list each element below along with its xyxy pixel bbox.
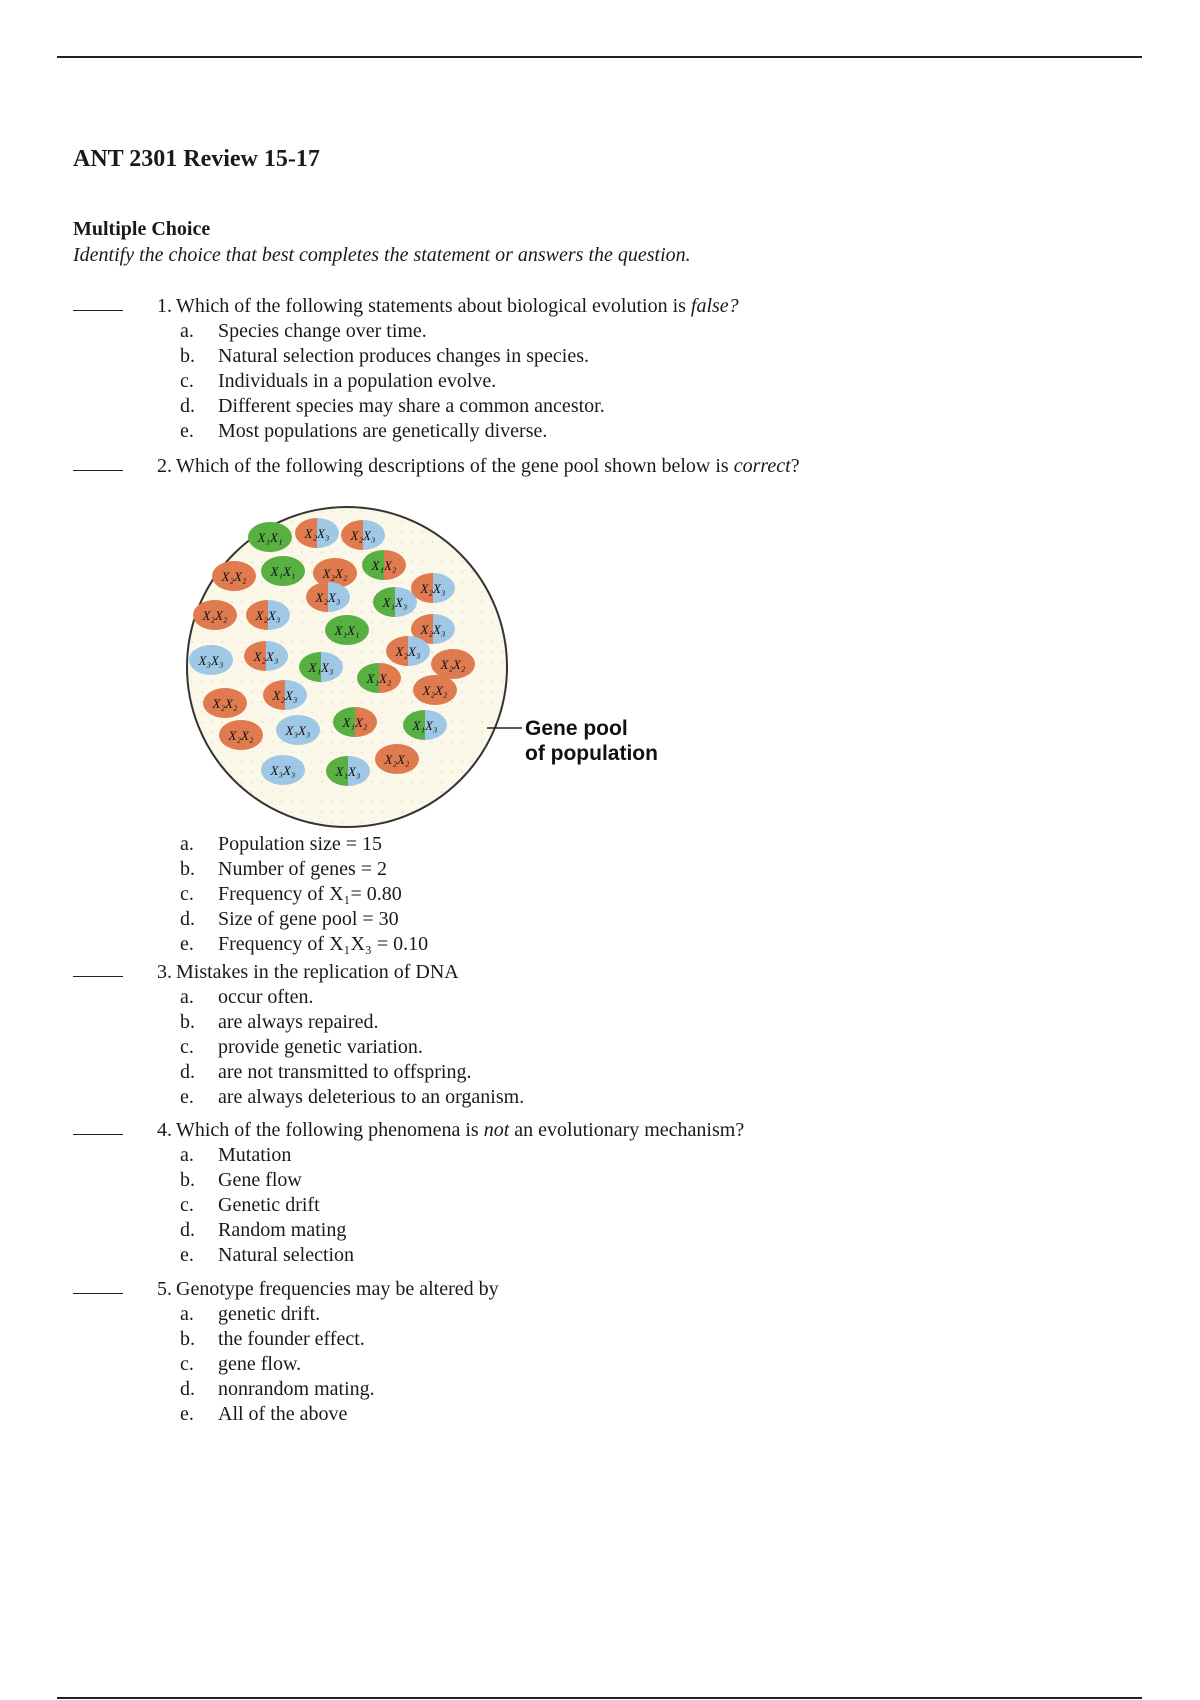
question-2-choices	[0, 832, 1100, 957]
question-number: 5.	[157, 1278, 172, 1300]
choice-5e: e. All of the above	[180, 1403, 348, 1425]
genotype-label: X₂X₃	[395, 644, 421, 659]
individual-genotype	[244, 641, 288, 671]
answer-blank[interactable]	[73, 1134, 123, 1135]
bottom-rule	[57, 1697, 1142, 1699]
question-stem	[0, 1118, 1100, 1143]
genotype-label: X₂X₂	[228, 728, 254, 743]
genotype-label: X₂X₃	[315, 590, 341, 605]
genotype-label: X₁X₂	[342, 715, 368, 730]
question-5	[0, 1277, 1100, 1427]
answer-blank[interactable]	[73, 1293, 123, 1294]
individual-genotype	[375, 744, 419, 774]
genotype-label: X₂X₃	[350, 528, 376, 543]
genotype-label: X₂X₃	[272, 688, 298, 703]
individual-genotype	[306, 582, 350, 612]
genotype-label: X₁X₃	[335, 764, 361, 779]
genotype-label: X₂X₃	[304, 526, 330, 541]
question-stem	[0, 1277, 1100, 1302]
question-number: 4.	[157, 1119, 172, 1141]
genotype-label: X₂X₂	[202, 608, 228, 623]
individual-genotype	[411, 573, 455, 603]
choice-1c: c. Individuals in a population evolve.	[180, 370, 497, 392]
individual-genotype	[362, 550, 406, 580]
genotype-label: X₃X₃	[198, 653, 224, 668]
individual-genotype	[413, 675, 457, 705]
document-title: ANT 2301 Review 15-17	[73, 146, 320, 172]
individual-genotype	[333, 707, 377, 737]
choice-5d: d. nonrandom mating.	[180, 1378, 375, 1400]
individual-genotype	[248, 522, 292, 552]
gene-pool-diagram	[180, 500, 700, 835]
genotype-label: X₁X₂	[371, 558, 397, 573]
choice-2d: d. Size of gene pool = 30	[180, 908, 399, 930]
individual-genotype	[276, 715, 320, 745]
choice-1b: b. Natural selection produces changes in species.	[180, 345, 589, 367]
individual-genotype	[263, 680, 307, 710]
genotype-label: X₃X₃	[270, 763, 296, 778]
question-emphasis: not	[483, 1119, 510, 1141]
individual-genotype	[203, 688, 247, 718]
individual-genotype	[189, 645, 233, 675]
question-1	[0, 294, 1100, 444]
genotype-label: X₂X₃	[420, 581, 446, 596]
answer-blank[interactable]	[73, 470, 123, 471]
genotype-label: X₂X₂	[212, 696, 238, 711]
individual-genotype	[246, 600, 290, 630]
section-title: Multiple Choice	[73, 218, 211, 240]
gene-pool-label-line1: Gene pool	[525, 717, 628, 740]
genotype-label: X₂X₂	[221, 569, 247, 584]
choice-3a: a. occur often.	[180, 986, 314, 1008]
question-text: Mistakes in the replication of DNA	[176, 961, 459, 983]
choice-3e: e. are always deleterious to an organism.	[180, 1086, 525, 1108]
individual-genotype	[373, 587, 417, 617]
genotype-label: X₁X₃	[382, 595, 408, 610]
instructions: Identify the choice that best completes the statement or answers the question.	[73, 244, 691, 266]
gene-pool-label-line2: of population	[525, 742, 658, 765]
genotype-label: X₂X₂	[384, 752, 410, 767]
individual-genotype	[341, 520, 385, 550]
choice-1a: a. Species change over time.	[180, 320, 427, 342]
individual-genotype	[325, 615, 369, 645]
choice-5b: b. the founder effect.	[180, 1328, 365, 1350]
question-stem	[0, 294, 1100, 319]
choice-5a: a. genetic drift.	[180, 1303, 321, 1325]
individual-genotype	[212, 561, 256, 591]
question-4	[0, 1118, 1100, 1268]
answer-blank[interactable]	[73, 310, 123, 311]
individual-genotype	[357, 663, 401, 693]
choice-4d: d. Random mating	[180, 1219, 347, 1241]
question-emphasis: correct	[733, 455, 791, 477]
genotype-label: X₂X₃	[255, 608, 281, 623]
choice-3c: c. provide genetic variation.	[180, 1036, 423, 1058]
choice-2c: c. Frequency of X₁= 0.80	[180, 883, 402, 905]
answer-blank[interactable]	[73, 976, 123, 977]
choice-2a: a. Population size = 15	[180, 833, 383, 855]
choice-1d: d. Different species may share a common ancestor.	[180, 395, 605, 417]
question-number: 3.	[157, 961, 172, 983]
individual-genotype	[299, 652, 343, 682]
question-text: Which of the following phenomena is not an evolutionary mechanism?	[176, 1119, 745, 1141]
individual-genotype	[403, 710, 447, 740]
question-stem	[0, 454, 1100, 479]
genotype-label: X₂X₂	[422, 683, 448, 698]
question-number: 1.	[157, 295, 172, 317]
question-3	[0, 960, 1100, 1110]
genotype-label: X₁X₁	[257, 530, 283, 545]
individual-genotype	[386, 636, 430, 666]
choice-4e: e. Natural selection	[180, 1244, 355, 1266]
question-2	[0, 454, 1100, 479]
individual-genotype	[261, 755, 305, 785]
choice-2e: e. Frequency of X₁X₃ = 0.10	[180, 933, 429, 955]
choice-2b: b. Number of genes = 2	[180, 858, 388, 880]
choice-4c: c. Genetic drift	[180, 1194, 320, 1216]
choice-4a: a. Mutation	[180, 1144, 292, 1166]
choice-1e: e. Most populations are genetically diverse.	[180, 420, 548, 442]
question-text: Which of the following descriptions of the gene pool shown below is correct?	[176, 455, 800, 477]
top-rule	[57, 56, 1142, 58]
choice-5c: c. gene flow.	[180, 1353, 302, 1375]
genotype-label: X₂X₂	[322, 566, 348, 581]
question-number: 2.	[157, 455, 172, 477]
individual-genotype	[261, 556, 305, 586]
genotype-label: X₁X₃	[308, 660, 334, 675]
question-emphasis: false?	[690, 295, 739, 317]
genotype-label: X₁X₂	[366, 671, 392, 686]
genotype-label: X₁X₁	[334, 623, 360, 638]
individual-genotype	[295, 518, 339, 548]
individual-genotype	[431, 649, 475, 679]
genotype-label: X₂X₃	[420, 622, 446, 637]
choice-3b: b. are always repaired.	[180, 1011, 379, 1033]
genotype-label: X₁X₁	[270, 564, 296, 579]
gene-pool-figure	[180, 500, 700, 835]
genotype-label: X₃X₃	[285, 723, 311, 738]
individual-genotype	[326, 756, 370, 786]
individual-genotype	[193, 600, 237, 630]
genotype-label: X₂X₂	[440, 657, 466, 672]
question-text: Which of the following statements about biological evolution is false?	[176, 295, 739, 317]
choice-3d: d. are not transmitted to offspring.	[180, 1061, 472, 1083]
genotype-label: X₁X₃	[412, 718, 438, 733]
question-stem	[0, 960, 1100, 985]
choice-4b: b. Gene flow	[180, 1169, 302, 1191]
question-text: Genotype frequencies may be altered by	[176, 1278, 499, 1300]
individual-genotype	[219, 720, 263, 750]
genotype-label: X₂X₃	[253, 649, 279, 664]
